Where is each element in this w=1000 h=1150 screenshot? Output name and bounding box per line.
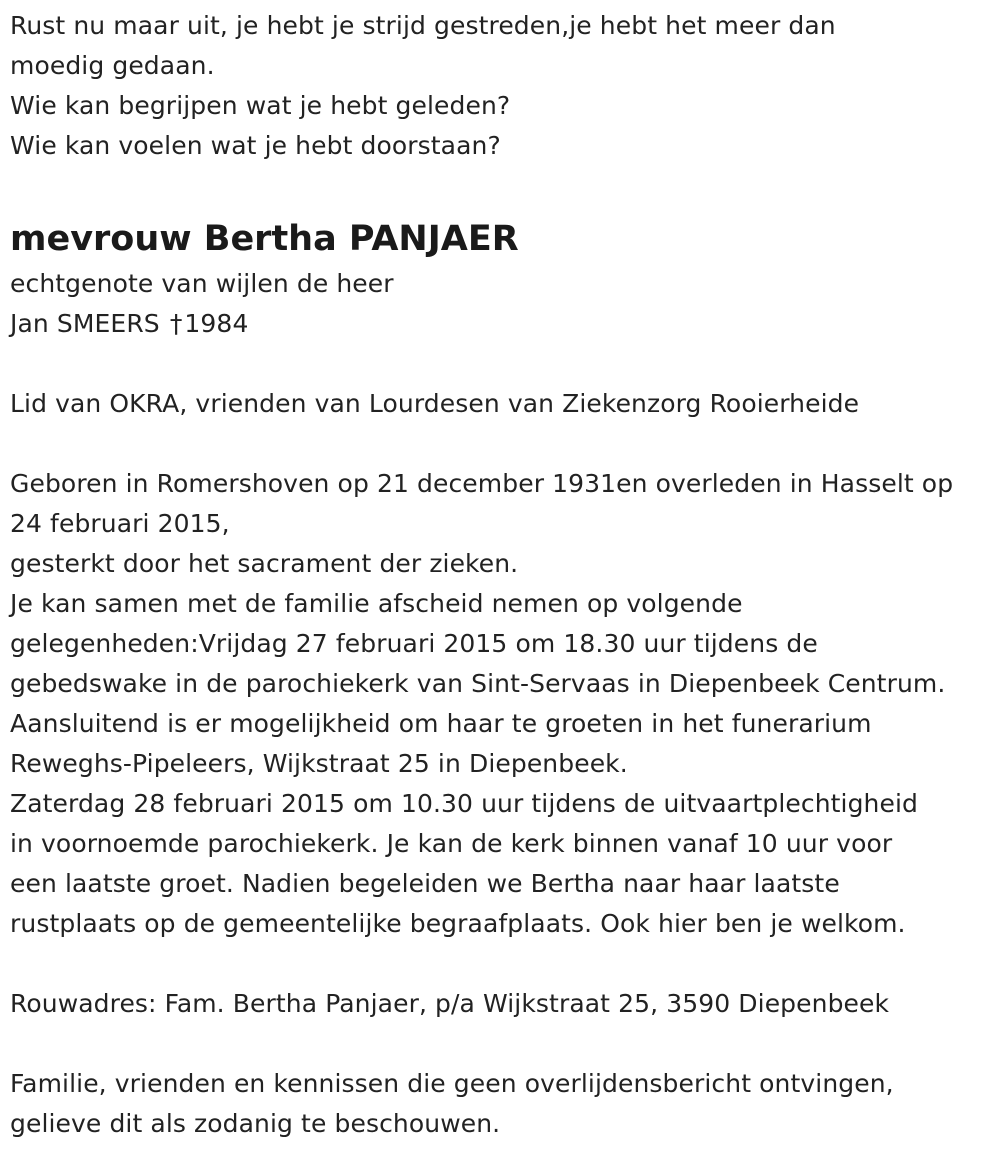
obituary-text (10, 6, 995, 1144)
deceased-name: mevrouw Bertha PANJAER (10, 219, 519, 259)
mourning-address: Rouwadres: Fam. Bertha Panjaer, p/a Wijkstraat 25, 3590 Diepenbeek (10, 989, 890, 1018)
details-line: Reweghs-Pipeleers, Wijkstraat 25 in Diepenbeek. (10, 749, 628, 778)
details-line: rustplaats op de gemeentelijke begraafplaats. Ook hier ben je welkom. (10, 909, 906, 938)
details-line: gesterkt door het sacrament der zieken. (10, 549, 519, 578)
details-line: Aansluitend is er mogelijkheid om haar te groeten in het funerarium (10, 709, 872, 738)
cross-icon: † (169, 309, 183, 338)
poem-line: Wie kan begrijpen wat je hebt geleden? (10, 91, 511, 120)
closing-line: Familie, vrienden en kennissen die geen overlijdensbericht ontvingen, (10, 1069, 894, 1098)
spouse-name: Jan SMEERS (10, 309, 160, 338)
poem (10, 6, 995, 166)
spacer (10, 944, 995, 984)
spacer (10, 344, 995, 384)
spouse-death-year: 1984 (184, 309, 249, 338)
closing-note (10, 1064, 995, 1144)
details-line: gelegenheden:Vrijdag 27 februari 2015 om 18.30 uur tijdens de (10, 629, 818, 658)
details-line: een laatste groet. Nadien begeleiden we Bertha naar haar laatste (10, 869, 840, 898)
details-line: Je kan samen met de familie afscheid nemen op volgende (10, 589, 743, 618)
spacer (10, 1024, 995, 1064)
details-line: 24 februari 2015, (10, 509, 230, 538)
details-line: in voornoemde parochiekerk. Je kan de kerk binnen vanaf 10 uur voor (10, 829, 893, 858)
spouse-line (10, 304, 995, 344)
details-line: gebedswake in de parochiekerk van Sint-Servaas in Diepenbeek Centrum. (10, 669, 946, 698)
details-line: Geboren in Romershoven op 21 december 1931en overleden in Hasselt op (10, 469, 954, 498)
details (10, 464, 995, 944)
spouse-relation: echtgenote van wijlen de heer (10, 269, 394, 298)
poem-line: moedig gedaan. (10, 51, 215, 80)
poem-line: Rust nu maar uit, je hebt je strijd gestreden,je hebt het meer dan (10, 11, 836, 40)
spacer (10, 424, 995, 464)
closing-line: gelieve dit als zodanig te beschouwen. (10, 1109, 501, 1138)
membership: Lid van OKRA, vrienden van Lourdesen van Ziekenzorg Rooierheide (10, 389, 860, 418)
details-line: Zaterdag 28 februari 2015 om 10.30 uur tijdens de uitvaartplechtigheid (10, 789, 919, 818)
poem-line: Wie kan voelen wat je hebt doorstaan? (10, 131, 501, 160)
